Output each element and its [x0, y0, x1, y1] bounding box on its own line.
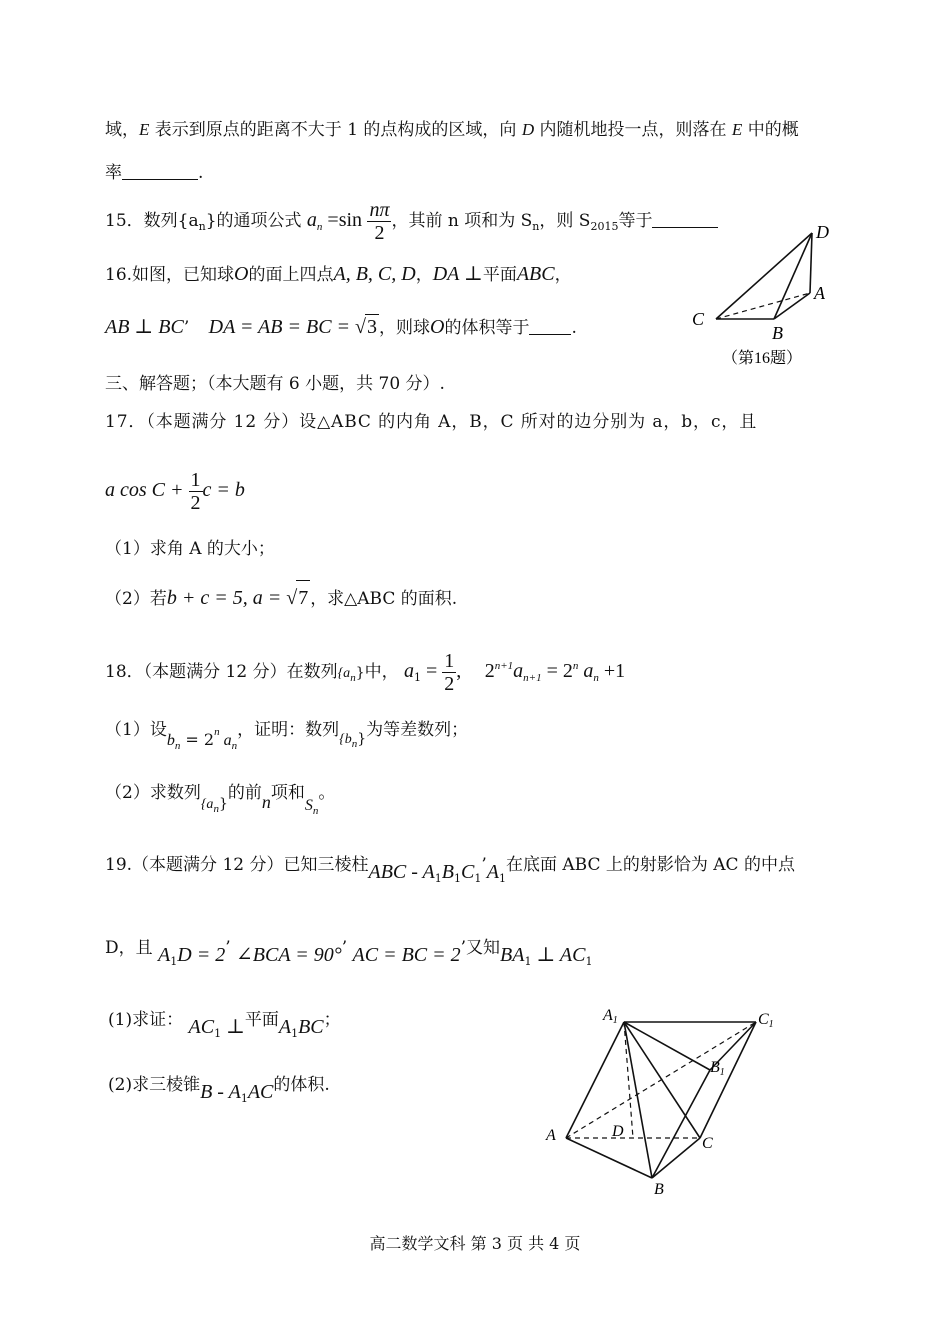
text: 16.如图，已知球 [105, 265, 235, 285]
fraction [367, 199, 391, 244]
formula: AB ⊥ BC [105, 316, 184, 338]
text: 中的概 [742, 120, 799, 140]
formula: AC [188, 1016, 215, 1038]
text: （1）设 [105, 720, 167, 740]
sub: 1 [498, 872, 506, 885]
sup: n [214, 726, 220, 738]
text: ，证明：数列 [237, 720, 340, 740]
formula: B - A [200, 1081, 241, 1103]
formula: DA ⊥ [432, 263, 483, 285]
sub: n [593, 672, 599, 684]
formula: c = b [202, 479, 245, 501]
text: . [198, 163, 204, 183]
edge-ad [810, 233, 812, 293]
sub: n [312, 805, 319, 817]
sub: n [198, 220, 206, 233]
sub: 1 [585, 955, 593, 968]
var-a: a [578, 660, 594, 682]
radicand: 7 [296, 580, 310, 615]
q14-line1 [105, 118, 799, 142]
formula: B [441, 861, 454, 883]
sub: 1 [524, 955, 532, 968]
text: 15．数列{a [105, 211, 199, 231]
var-o: O [234, 263, 249, 285]
text: 平面 [482, 265, 517, 285]
label-a1: A1 [603, 1007, 618, 1026]
text: }的通项公式 [205, 211, 302, 231]
answer-blank[interactable] [122, 161, 198, 180]
q19-part2 [108, 1065, 330, 1119]
sub: n+1 [523, 672, 542, 684]
formula: AC = BC = 2 [352, 944, 461, 966]
text: ’ [481, 855, 487, 875]
text: ’ [460, 938, 467, 958]
label-d: D [612, 1123, 624, 1140]
q15 [105, 198, 718, 249]
var-d: D [521, 120, 535, 139]
text: ， [415, 265, 433, 285]
formula: } [357, 731, 367, 747]
figure-caption: （第16题） [722, 350, 803, 367]
label-c: C [702, 1135, 713, 1152]
edge-ab [566, 1138, 652, 1178]
q16-figure [680, 215, 860, 375]
text: (1)求证： [108, 1010, 184, 1030]
text: . [571, 318, 577, 338]
text: 域， [105, 120, 139, 140]
text: 内随机地投一点，则落在 [534, 120, 732, 140]
q16-line2 [105, 314, 577, 340]
formula: D = 2 [177, 944, 226, 966]
edge-b1b [652, 1070, 710, 1178]
formula: } [218, 796, 228, 812]
formula: DA = AB = BC = [208, 316, 356, 338]
sub: n [174, 740, 181, 752]
formula: {a [200, 797, 214, 812]
q19-line2 [105, 928, 592, 982]
formula: ∠BCA = 90° [236, 944, 342, 966]
text: 又知 [466, 938, 501, 958]
text: 表示到原点的距离不大于 1 的点构成的区域，向 [149, 120, 522, 140]
var-a: a [306, 209, 317, 231]
text: （2）若 [105, 589, 167, 609]
sub: n [213, 803, 219, 815]
formula: {b [339, 732, 352, 747]
denominator: 2 [444, 673, 455, 695]
edge-bc [652, 1138, 700, 1178]
label-a: A [814, 283, 825, 303]
edge-a1d-hidden [624, 1022, 633, 1138]
formula: a cos C + [105, 479, 189, 501]
sub: n [532, 220, 540, 233]
fraction [189, 469, 203, 514]
var-a: a [404, 660, 415, 682]
q19-part1 [108, 1000, 341, 1054]
q18-text [105, 642, 625, 702]
formula: ⊥ [221, 1016, 245, 1038]
var-a: a [219, 732, 232, 749]
numerator: 1 [190, 469, 201, 491]
edge-a1b1 [624, 1022, 710, 1070]
formula: ABC [516, 263, 555, 285]
label-b: B [654, 1181, 664, 1198]
label-c1: C1 [758, 1011, 774, 1030]
text: 项和 [270, 783, 305, 803]
var-n: n [261, 792, 271, 812]
fraction [442, 650, 456, 695]
formula: AC [247, 1081, 274, 1103]
q17-part2 [105, 580, 457, 616]
formula: {a [337, 666, 351, 681]
text: ，则 S [539, 211, 591, 231]
formula: ABC - A [368, 861, 435, 883]
text: 。 [318, 783, 336, 803]
text: 中， [364, 662, 399, 682]
sub: 1 [454, 872, 461, 885]
text: ’ [183, 318, 190, 338]
sub: 1 [414, 671, 422, 684]
text: 等于 [618, 211, 653, 231]
q16-line1 [105, 262, 572, 287]
text: （2）求数列 [105, 783, 201, 803]
text: ’ [225, 938, 231, 958]
page-footer: 高二数学文科 第 3 页 共 4 页 [369, 1234, 581, 1253]
sub: 2015 [590, 220, 619, 233]
text: ，求△ABC 的面积. [310, 589, 458, 609]
q18-part2 [105, 775, 335, 829]
text: ， [554, 265, 572, 285]
text: 为等差数列； [366, 720, 469, 740]
var-e: E [139, 120, 150, 139]
label-d: D [816, 222, 829, 242]
sub: n [231, 740, 238, 752]
var-e: E [731, 120, 743, 139]
sub: 1 [170, 955, 178, 968]
numerator: 1 [444, 650, 455, 672]
denominator: 2 [374, 222, 385, 244]
numerator: nπ [369, 199, 390, 221]
formula: = 2 [541, 660, 573, 682]
var-b: b [166, 732, 175, 749]
formula: b + c = 5, a = [166, 587, 287, 609]
sub: 1 [214, 1027, 222, 1040]
sub: 1 [474, 872, 482, 885]
q14-line2 [105, 161, 203, 185]
q17-part1: （1）求角 A 的大小； [105, 539, 275, 559]
sub: 1 [240, 1092, 248, 1105]
text: 18．（本题满分 12 分）在数列 [105, 662, 338, 682]
text: ，则球 [379, 318, 431, 338]
label-b: B [772, 323, 783, 343]
points: A, B, C, D [333, 263, 416, 285]
var-a1: A [486, 861, 499, 883]
sub: 1 [434, 872, 442, 885]
sub: n [316, 221, 323, 233]
text: 率 [105, 163, 122, 183]
text: 的体积等于 [444, 318, 530, 338]
text: 的前 [227, 783, 262, 803]
formula: 2 [484, 660, 495, 682]
radicand: 3 [367, 316, 378, 338]
formula: A [158, 944, 171, 966]
q17-text: 17．（本题满分 12 分）设△ABC 的内角 A，B，C 所对的边分别为 a，b，c，且 [105, 412, 758, 432]
sup: n [572, 660, 579, 672]
formula: ⊥ AC [531, 944, 586, 966]
var-s: S [304, 797, 313, 814]
section-title: 三、解答题；（本大题有 6 小题，共 70 分）. [105, 374, 445, 394]
edge-a1a [566, 1022, 624, 1138]
text: (2)求三棱锥 [108, 1075, 201, 1095]
sqrt: √7 [286, 587, 310, 609]
formula: BA [500, 944, 525, 966]
sup: n+1 [494, 660, 514, 672]
formula: =sin [322, 209, 363, 231]
formula: } [355, 665, 365, 681]
text: 19.（本题满分 12 分）已知三棱柱 [105, 855, 369, 875]
text: , [456, 660, 462, 682]
text: 的体积. [273, 1075, 330, 1095]
formula: BC [298, 1016, 324, 1038]
text: 在底面 ABC 上的射影恰为 AC 的中点 [505, 855, 795, 875]
q19-text [105, 845, 795, 899]
text: ； [323, 1010, 341, 1030]
q17-formula [105, 466, 245, 515]
sub: n [351, 738, 358, 750]
sub: n [350, 672, 356, 684]
q18-part1 [105, 712, 468, 764]
label-c: C [692, 309, 705, 329]
sqrt: √3 [355, 316, 378, 338]
text: ’ [341, 938, 348, 958]
label-b1: B1 [710, 1059, 725, 1078]
var-a: a [513, 660, 524, 682]
q19-figure [540, 1000, 790, 1200]
text: 的面上四点 [248, 265, 334, 285]
label-a: A [546, 1127, 556, 1144]
formula: = 2 [180, 730, 215, 749]
answer-blank[interactable] [529, 316, 571, 335]
formula: A [278, 1016, 292, 1038]
text: 平面 [244, 1010, 279, 1030]
denominator: 2 [190, 492, 201, 514]
var-o: O [430, 316, 445, 338]
text: ，其前 n 项和为 S [391, 211, 533, 231]
sub: 1 [291, 1027, 299, 1040]
text: D，且 [105, 938, 153, 958]
formula: +1 [598, 660, 626, 682]
formula: = [421, 660, 443, 682]
formula: C [461, 861, 475, 883]
